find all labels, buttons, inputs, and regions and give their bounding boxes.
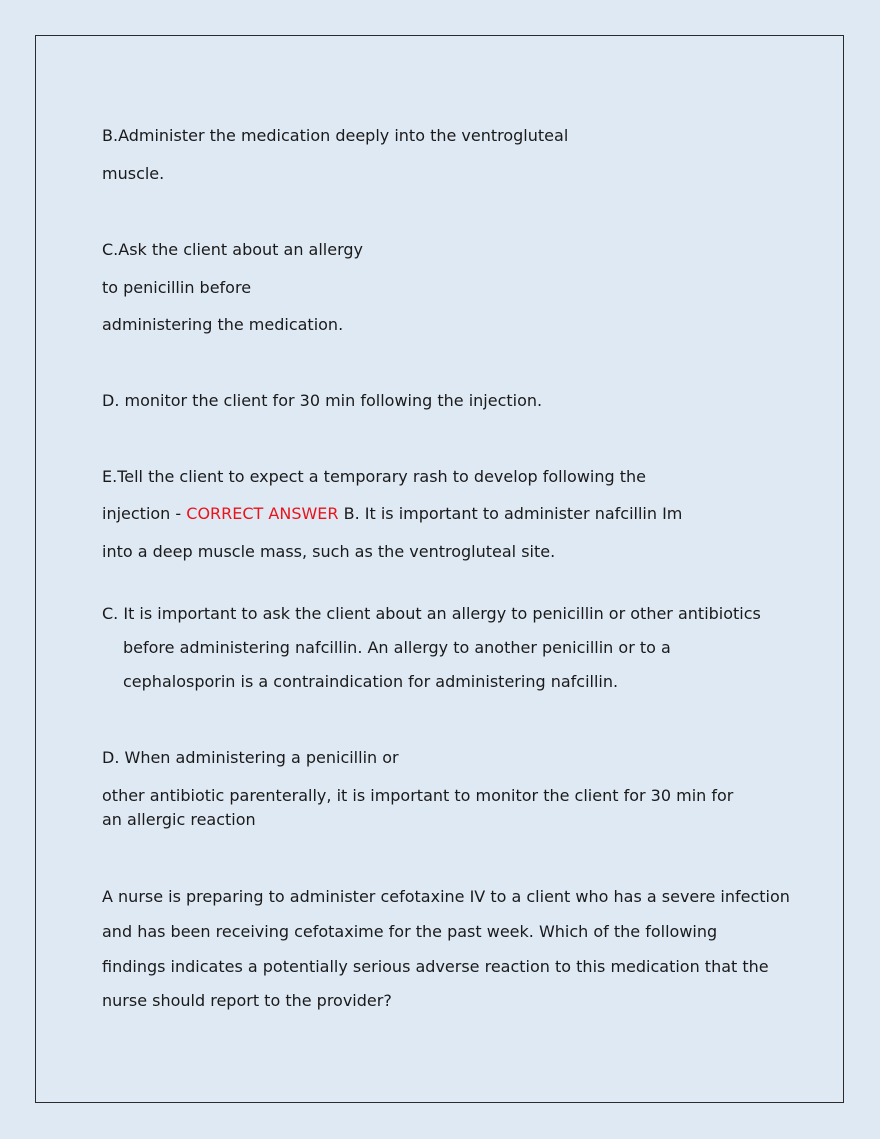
option-d-line: D. monitor the client for 30 min following the injection. — [102, 391, 543, 410]
option-c-line-3: administering the medication. — [102, 315, 344, 334]
option-c-line-2: to penicillin before — [102, 278, 252, 297]
question-line-2: and has been receiving cefotaxime for the past week. Which of the following — [102, 922, 718, 941]
rationale-c-line-3: cephalosporin is a contraindication for administering nafcillin. — [123, 672, 619, 691]
option-c-line-1: C.Ask the client about an allergy — [102, 240, 364, 259]
option-b-line-2: muscle. — [102, 164, 165, 183]
answer-line — [102, 504, 682, 524]
question-line-1: A nurse is preparing to administer cefotaxine IV to a client who has a severe infection — [102, 887, 790, 906]
rationale-d-line-1: D. When administering a penicillin or — [102, 748, 399, 767]
answer-suffix: B. It is important to administer nafcillin Im — [338, 504, 683, 523]
answer-line-2: into a deep muscle mass, such as the ventrogluteal site. — [102, 542, 556, 561]
correct-answer-label: CORRECT ANSWER — [186, 504, 339, 523]
question-line-4: nurse should report to the provider? — [102, 991, 392, 1010]
rationale-c-line-1: C. It is important to ask the client about an allergy to penicillin or other antibiotics — [102, 604, 761, 623]
page-border — [35, 35, 844, 1103]
rationale-c-line-2: before administering nafcillin. An allergy to another penicillin or to a — [123, 638, 671, 657]
option-e-line: E.Tell the client to expect a temporary rash to develop following the — [102, 467, 646, 486]
rationale-d-line-2: other antibiotic parenterally, it is important to monitor the client for 30 min for an allergic reaction — [102, 786, 734, 829]
question-line-3: findings indicates a potentially serious adverse reaction to this medication that the — [102, 957, 769, 976]
option-b-line-1: B.Administer the medication deeply into the ventrogluteal — [102, 126, 569, 145]
answer-prefix: injection - — [102, 504, 187, 523]
